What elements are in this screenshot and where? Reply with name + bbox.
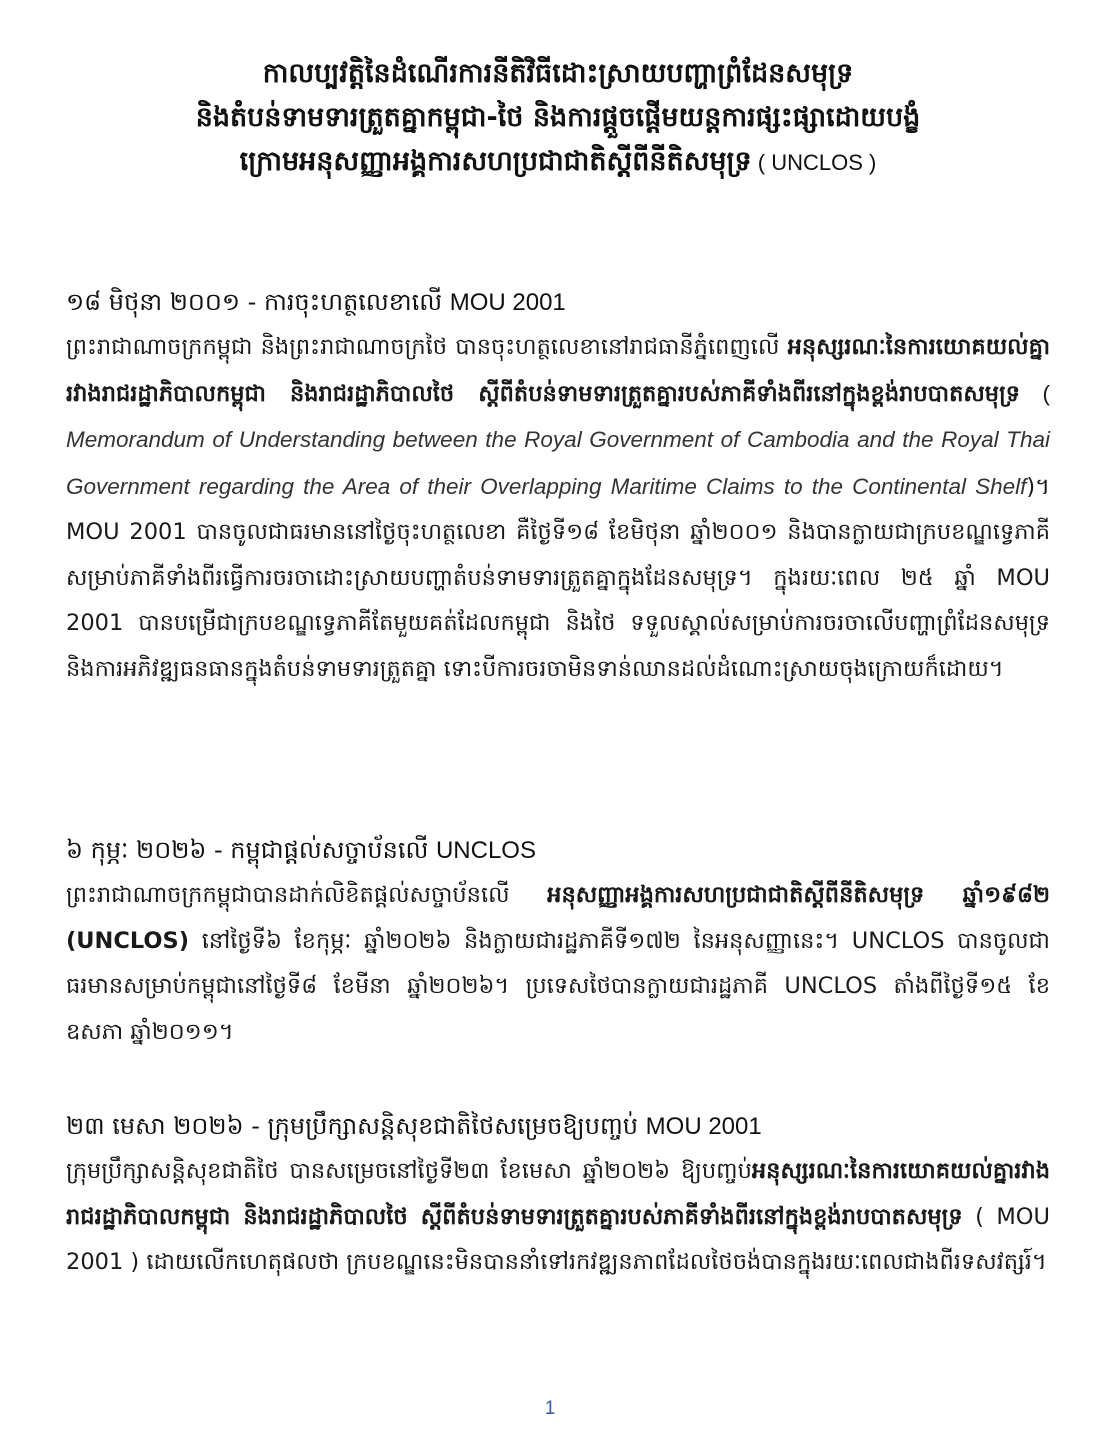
section-heading-date: ១៨ មិថុនា ២០០១ - ការចុះហត្ថលេខាលើ [66, 288, 450, 316]
title-line-3-text: ក្រោមអនុសញ្ញាអង្គការសហប្រជាជាតិស្តីពីនីតិសមុទ្រ [239, 146, 752, 177]
section-body [66, 873, 1050, 1055]
body-text: ព្រះរាជាណាចក្រកម្ពុជា និងព្រះរាជាណាចក្រថៃ បានចុះហត្ថលេខានៅរាជធានីភ្នំពេញលើ [66, 334, 788, 360]
title-line-1: កាលប្បវត្តិនៃដំណើរការនីតិវិធីដោះស្រាយបញ្ហាព្រំដែនសមុទ្រ [262, 58, 854, 89]
body-bold-mou-title: អនុស្សរណៈនៃការយោគយល់គ្នារវាងរាជរដ្ឋាភិបាលកម្ពុជា និងរាជរដ្ឋាភិបាលថៃ ស្តីពីតំបន់ទាមទារត្រួតគ្នារបស់ភាគីទាំងពីរនៅក្នុងខ្ពង់រាបបាតសមុទ្រ [66, 334, 1050, 407]
body-text: ក្រុមប្រឹក្សាសន្តិសុខជាតិថៃ បានសម្រេចនៅថ្ងៃទី២៣ ខែមេសា ឆ្នាំ២០២៦ ឱ្យបញ្ចប់ [66, 1158, 752, 1184]
section-heading-date: ២៣ មេសា ២០២៦ - ក្រុមប្រឹក្សាសន្តិសុខជាតិថៃសម្រេចឱ្យបញ្ចប់ [66, 1112, 646, 1140]
section-body [66, 1149, 1050, 1286]
section-heading [66, 1104, 1050, 1149]
title-line-3 [86, 140, 1030, 185]
section-heading [66, 828, 1050, 873]
body-bold-unclos-title: អនុសញ្ញាអង្គការសហប្រជាជាតិស្តីពីនីតិសមុទ្រ ឆ្នាំ១៩៨២ (UNCLOS) [66, 882, 1050, 954]
section-unclos-ratification [66, 828, 1050, 1055]
body-text-continued: ( MOU 2001 ) ដោយលើកហេតុផលថា ក្របខណ្ឌនេះមិនបាននាំទៅរកវឌ្ឍនភាពដែលថៃចង់បានក្នុងរយៈពេលជាងពីរទសវត្សរ៍។ [66, 1203, 1050, 1275]
section-heading-latin: UNCLOS [435, 837, 536, 864]
title-line-2: និងតំបន់ទាមទារត្រួតគ្នាកម្ពុជា-ថៃ និងការផ្តួចផ្តើមយន្តការផ្សះផ្សាដោយបង្ខំ [195, 102, 921, 133]
title-suffix-unclos: ( UNCLOS ) [751, 150, 877, 175]
page-number: 1 [544, 1398, 556, 1419]
section-heading [66, 280, 1050, 325]
body-text-continued: )។ MOU 2001 បានចូលជាធរមាននៅថ្ងៃចុះហត្ថលេខា គឺថ្ងៃទី១៨ ខែមិថុនា ឆ្នាំ២០០១ និងបានក្លាយជាក្របខណ្ឌទ្វេភាគីសម្រាប់ភាគីទាំងពីរធ្វើការចរចាដោះស្រាយបញ្ហាតំបន់ទាមទារត្រួតគ្នាក្នុងដែនសមុទ្រ។ ក្នុងរយៈពេល ២៥ ឆ្នាំ MOU 2001 បានបម្រើជាក្របខណ្ឌទ្វេភាគីតែមួយគត់ដែលកម្ពុជា និងថៃ ទទួលស្គាល់សម្រាប់ការចរចាលើបញ្ហាព្រំដែនសមុទ្រនិងការអភិវឌ្ឍធនធានក្នុងតំបន់ទាមទារត្រួតគ្នា ទោះបីការចរចាមិនទាន់ឈានដល់ដំណោះស្រាយចុងក្រោយក៏ដោយ។ [66, 473, 1050, 682]
section-heading-latin: MOU 2001 [449, 289, 566, 316]
section-mou-2001-signing [66, 280, 1050, 692]
body-text: ព្រះរាជាណាចក្រកម្ពុជាបានដាក់លិខិតផ្តល់សច្ចាប័នលើ [66, 882, 548, 908]
body-open-paren: ( [1020, 380, 1050, 406]
body-text-continued: នៅថ្ងៃទី៦ ខែកុម្ភៈ ឆ្នាំ២០២៦ និងក្លាយជារដ្ឋភាគីទី១៧២ នៃអនុសញ្ញានេះ។ UNCLOS បានចូលជាធរមានសម្រាប់កម្ពុជានៅថ្ងៃទី៨ ខែមីនា ឆ្នាំ២០២៦។ ប្រទេសថៃបានក្លាយជារដ្ឋភាគី UNCLOS តាំងពីថ្ងៃទី១៥ ខែឧសភា ឆ្នាំ២០១១។ [66, 927, 1050, 1045]
section-body [66, 325, 1050, 692]
section-mou-2001-termination [66, 1104, 1050, 1286]
body-english-title: Memorandum of Understanding between the Royal Government of Cambodia and the Royal Thai Government regarding the Area of their Overlapping Maritime Claims to the Continental Shelf [66, 427, 1050, 499]
body-bold-mou-title: អនុស្សរណៈនៃការយោគយល់គ្នារវាងរាជរដ្ឋាភិបាលកម្ពុជា និងរាជរដ្ឋាភិបាលថៃ ស្តីពីតំបន់ទាមទារត្រួតគ្នារបស់ភាគីទាំងពីរនៅក្នុងខ្ពង់រាបបាតសមុទ្រ [66, 1158, 1050, 1230]
section-heading-date: ៦ កុម្ភៈ ២០២៦ - កម្ពុជាផ្តល់សច្ចាប័នលើ [66, 836, 436, 864]
section-heading-latin: MOU 2001 [645, 1113, 762, 1140]
document-title [66, 52, 1050, 185]
